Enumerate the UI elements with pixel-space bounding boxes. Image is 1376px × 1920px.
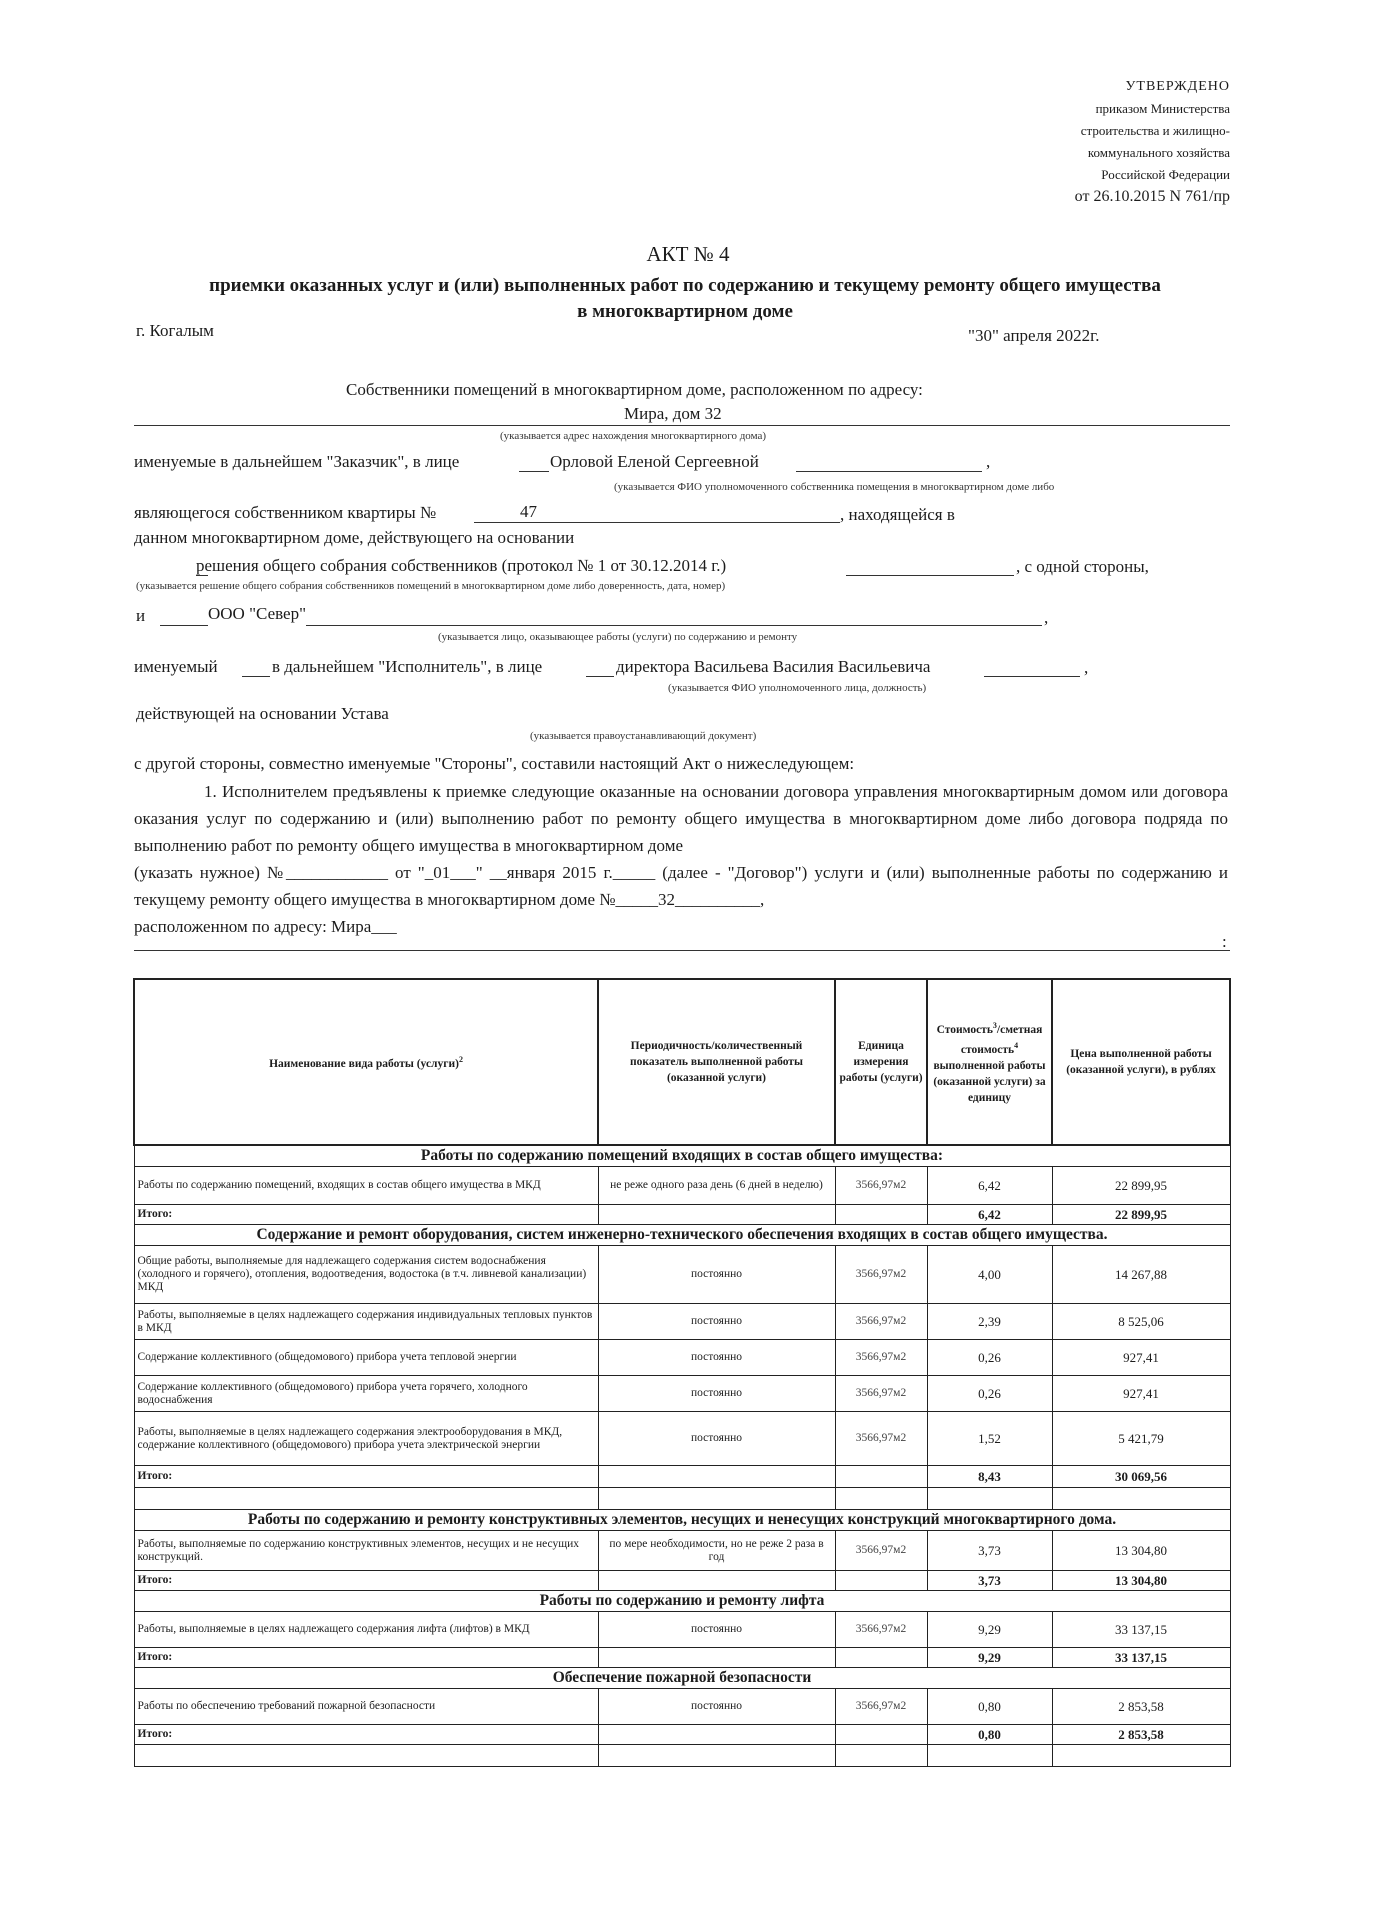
decision-hint: (указывается решение общего собрания собственников помещений в многоквартирном доме либо доверенность, дата, номер) xyxy=(136,580,726,592)
table-row: Работы, выполняемые в целях надлежащего содержания индивидуальных тепловых пунктов в МКД постоянно 3566,97м2 2,39 8 525,06 xyxy=(134,1304,1230,1340)
approval-line: приказом Министерства xyxy=(1095,101,1230,116)
approval-line: от 26.10.2015 N 761/пр xyxy=(1074,188,1230,205)
act-date: "30" апреля 2022г. xyxy=(968,326,1100,345)
owners-address: Мира, дом 32 xyxy=(624,404,722,423)
approval-block xyxy=(1075,76,1230,208)
table-row: Общие работы, выполняемые для надлежащего содержания систем водоснабжения (холодного и горячего), отопления, водоотведения, водостока (в т.ч. ливневой канализации) МКД постоянно 3566,97м2 4,00 14 267,88 xyxy=(134,1246,1230,1304)
approval-line: УТВЕРЖДЕНО xyxy=(1125,79,1230,94)
divider xyxy=(134,425,1230,426)
empty-row xyxy=(134,1488,1230,1510)
owners-intro: Собственники помещений в многоквартирном доме, расположенном по адресу: xyxy=(346,380,923,399)
basis-hint: (указывается правоустанавливающий документ) xyxy=(530,730,757,742)
clause-text: (указать нужное) №____________ от "_01___" __января 2015 г._____ (далее - "Договор") услуги и (или) выполненные работы по содержанию и текущему ремонту общего имущества в многоквартирном доме №_____32__________, xyxy=(134,863,1228,909)
divider xyxy=(474,522,840,523)
contractor-basis: действующей на основании Устава xyxy=(136,704,389,723)
divider xyxy=(846,575,1014,576)
approval-line: коммунального хозяйства xyxy=(1087,145,1230,160)
empty-row xyxy=(134,1745,1230,1767)
document-page: УТВЕРЖДЕНО приказом Министерства строительства и жилищно- коммунального хозяйства Российской Федерации от 26.10.2015 N 761/пр АКТ № 4 приемки оказанных услуг и (или) выполненных работ по содержанию и текущему ремонту общего имущества в многоквартирном доме г. Когалым "30" апреля 2022г. Собственники помещений в многоквартирном доме, расположенном по адресу: Мира, дом 32 (указывается адрес нахождения многоквартирного дома) именуемые в дальнейшем "Заказчик", в лице Орловой Еленой Сергеевной , (указывается ФИО уполномоченного собственника помещения в многоквартирном доме либо являющегося собственником квартиры № 47 , находящейся в данном многоквартирном доме, действующего на основании решения общего собрания собственников (протокол № 1 от 30.12.2014 г.) , с одной стороны, (указывается решение общего собрания собственников помещений в многоквартирном доме либо доверенность, дата, номер) и ООО "Север" , (указывается лицо, оказывающее работы (услуги) по содержанию и ремонту именуемый в дальнейшем "Исполнитель", в лице директора Васильева Василия Васильевича , (указывается ФИО уполномоченного лица, должность) действующей на основании Устава (указывается правоустанавливающий документ) с другой стороны, совместно именуемые "Стороны", составили настоящий Акт о нижеследующем: 1. Исполнителем предъявлены к приемке следующие оказанные на основании договора управления многоквартирным домом или договора оказания услуг по содержанию и (или) выполнению работ по ремонту общего имущества в многоквартирном доме либо договора подряда по выполнению работ по ремонту общего имущества в многоквартирном доме (указать нужное) №____________ от "_01___" __января 2015 г._____ (далее - "Договор") услуги и (или) выполненные работы по содержанию и текущему ремонту общего имущества в многоквартирном доме №_____32__________, расположенном по адресу: Мира___ : Наименование вида работы (услуги)$^2$ Периодичность/количественный показатель выполненной работы (оказанной услуги) Единица измерения работы (услуги) Стоимость$^3$/сметная стоимость$^4$ выполненной работы (оказанной услуги) за единицу Цена выполненной работы (оказанной услуги), в рублях Работы по содержанию помещений входящих в состав общего имущества: Работы по содержанию помещений, входящих в состав общего имущества в МКД не реже одного раза день (6 дней в неделю) 3566,97м2 6,42 22 899,95 Итого: 6,42 22 899,95 Содержание и ремонт оборудования, систем инженерно-технического обеспечения входящих в состав общего имущества. Общие работы, выполняемые для надлежащего содержания систем водоснабжения (холодного и горячего), отопления, водоотведения, водостока (в т.ч. ливневой канализации) МКД постоянно 3566,97м2 4,00 14 267,88 Работы, выполняемые в целях надлежащего содержания индивидуальных тепловых пунктов в МКД постоянно 3566,97м2 2,39 8 525,06 Содержание коллективного (общедомового) прибора учета тепловой энергии постоянно 3566,97м2 0,26 927,41 Содержание коллективного (общедомового) прибора учета горячего, холодного водоснабжения постоянно 3566,97м2 0,26 927,41 Работы, выполняемые в целях надлежащего содержания электрооборудования в МКД, содержание коллективного (общедомового) прибора учета электрической энергии постоянно 3566,97м2 1,52 5 421,79 Итого: 8,43 30 069,56 Работы по содержанию и ремонту конструктивных элементов, несущих и ненесущих конструкций многоквартирного дома. Работы, выполняемые по содержанию конструктивных элементов, несущих и не несущих конструкций. по мере необходимости, но не реже 2 раза в год 3566,97м2 3,73 13 304,80 Итого: 3,73 13 304,80 Работы по содержанию и ремонту лифта Работы, выполняемые в целях надлежащего содержания лифта (лифтов) в МКД постоянно 3566,97м2 9,29 33 137,15 Итого: 9,29 33 137,15 Обеспечение пожарной безопасности Работы по обеспечению требований пожарной безопасности постоянно 3566,97м2 0,80 2 853,58 Итого: 0,80 2 853,58 xyxy=(0,0,1376,1920)
and-label: и xyxy=(136,606,146,625)
section-row: Работы по содержанию и ремонту конструктивных элементов, несущих и ненесущих конструкций многоквартирного дома. xyxy=(134,1510,1230,1531)
clause-text: 1. Исполнителем предъявлены к приемке следующие оказанные на основании договора управления многоквартирным домом или договора оказания услуг по содержанию и (или) выполнению работ по ремонту общего имущества в многоквартирном доме либо договора подряда по выполнению работ по ремонту общего имущества в многоквартирном доме xyxy=(134,782,1228,855)
divider xyxy=(984,676,1080,677)
total-row: Итого: 3,73 13 304,80 xyxy=(134,1571,1230,1591)
city: г. Когалым xyxy=(136,321,214,340)
apartment-number: 47 xyxy=(520,502,537,521)
divider xyxy=(134,950,1230,951)
approval-line: строительства и жилищно- xyxy=(1080,123,1230,138)
total-row: Итого: 0,80 2 853,58 xyxy=(134,1725,1230,1745)
table-row: Содержание коллективного (общедомового) прибора учета горячего, холодного водоснабжения постоянно 3566,97м2 0,26 927,41 xyxy=(134,1376,1230,1412)
header-cost: Стоимость$^3$/сметная стоимость$^4$ выполненной работы (оказанной услуги) за единицу xyxy=(927,979,1052,1145)
divider xyxy=(306,625,1042,626)
contractor-name: ООО "Север" xyxy=(208,604,307,623)
table-row: Работы, выполняемые по содержанию конструктивных элементов, несущих и не несущих конструкций. по мере необходимости, но не реже 2 раза в год 3566,97м2 3,73 13 304,80 xyxy=(134,1531,1230,1571)
approval-line: Российской Федерации xyxy=(1101,167,1230,182)
contractor-representative: директора Васильева Василия Васильевича xyxy=(616,657,931,676)
act-title-line: приемки оказанных услуг и (или) выполненных работ по содержанию и текущему ремонту общего имущества xyxy=(209,275,1161,296)
divider xyxy=(796,471,982,472)
total-row: Итого: 8,43 30 069,56 xyxy=(134,1466,1230,1488)
act-title xyxy=(130,273,1240,325)
address-hint: (указывается адрес нахождения многоквартирного дома) xyxy=(500,430,767,442)
divider xyxy=(519,471,549,472)
clause-address: расположенном по адресу: Мира___ xyxy=(134,917,397,936)
contractor-named: именуемый xyxy=(134,657,218,676)
divider xyxy=(160,625,208,626)
divider xyxy=(196,575,208,576)
divider xyxy=(242,676,270,677)
clause-1 xyxy=(134,778,1228,940)
section-row: Работы по содержанию помещений входящих в состав общего имущества: xyxy=(134,1145,1230,1167)
table-row: Содержание коллективного (общедомового) прибора учета тепловой энергии постоянно 3566,97м2 0,26 927,41 xyxy=(134,1340,1230,1376)
table-row: Работы по обеспечению требований пожарной безопасности постоянно 3566,97м2 0,80 2 853,58 xyxy=(134,1689,1230,1725)
table-row: Работы по содержанию помещений, входящих в состав общего имущества в МКД не реже одного раза день (6 дней в неделю) 3566,97м2 6,42 22 899,95 xyxy=(134,1167,1230,1205)
table-row: Работы, выполняемые в целях надлежащего содержания лифта (лифтов) в МКД постоянно 3566,97м2 9,29 33 137,15 xyxy=(134,1612,1230,1648)
total-row: Итого: 6,42 22 899,95 xyxy=(134,1205,1230,1225)
apartment-located: , находящейся в xyxy=(840,505,955,524)
section-row: Обеспечение пожарной безопасности xyxy=(134,1668,1230,1689)
parties-intro: с другой стороны, совместно именуемые "Стороны", составили настоящий Акт о нижеследующем: xyxy=(134,754,855,773)
table-header xyxy=(134,979,1230,1145)
table-row: Работы, выполняемые в целях надлежащего содержания электрооборудования в МКД, содержание коллективного (общедомового) прибора учета электрической энергии постоянно 3566,97м2 1,52 5 421,79 xyxy=(134,1412,1230,1466)
section-row: Работы по содержанию и ремонту лифта xyxy=(134,1591,1230,1612)
contractor-rep-hint: (указывается ФИО уполномоченного лица, должность) xyxy=(668,682,927,694)
customer-representative: Орловой Еленой Сергеевной xyxy=(550,452,759,471)
owners-decision: решения общего собрания собственников (протокол № 1 от 30.12.2014 г.) xyxy=(196,556,727,575)
header-unit: Единица измерения работы (услуги) xyxy=(835,979,927,1145)
works-table xyxy=(133,978,1231,1767)
contractor-hint: (указывается лицо, оказывающее работы (услуги) по содержанию и ремонту xyxy=(438,631,798,643)
one-side: , с одной стороны, xyxy=(1016,557,1149,576)
act-number: АКТ № 4 xyxy=(646,242,730,266)
header-price: Цена выполненной работы (оказанной услуги), в рублях xyxy=(1052,979,1230,1145)
header-periodicity: Периодичность/количественный показатель выполненной работы (оказанной услуги) xyxy=(598,979,835,1145)
section-row: Содержание и ремонт оборудования, систем инженерно-технического обеспечения входящих в состав общего имущества. xyxy=(134,1225,1230,1246)
contractor-named-mid: в дальнейшем "Исполнитель", в лице xyxy=(272,657,543,676)
act-title-line: в многоквартирном доме xyxy=(577,301,793,322)
header-name: Наименование вида работы (услуги)$^2$ xyxy=(134,979,598,1145)
apartment-owner-label: являющегося собственником квартиры № xyxy=(134,503,437,522)
total-row: Итого: 9,29 33 137,15 xyxy=(134,1648,1230,1668)
representative-hint: (указывается ФИО уполномоченного собственника помещения в многоквартирном доме либо xyxy=(614,481,1055,493)
acting-basis: данном многоквартирном доме, действующего на основании xyxy=(134,528,575,547)
divider xyxy=(586,676,614,677)
customer-named: именуемые в дальнейшем "Заказчик", в лице xyxy=(134,452,460,471)
